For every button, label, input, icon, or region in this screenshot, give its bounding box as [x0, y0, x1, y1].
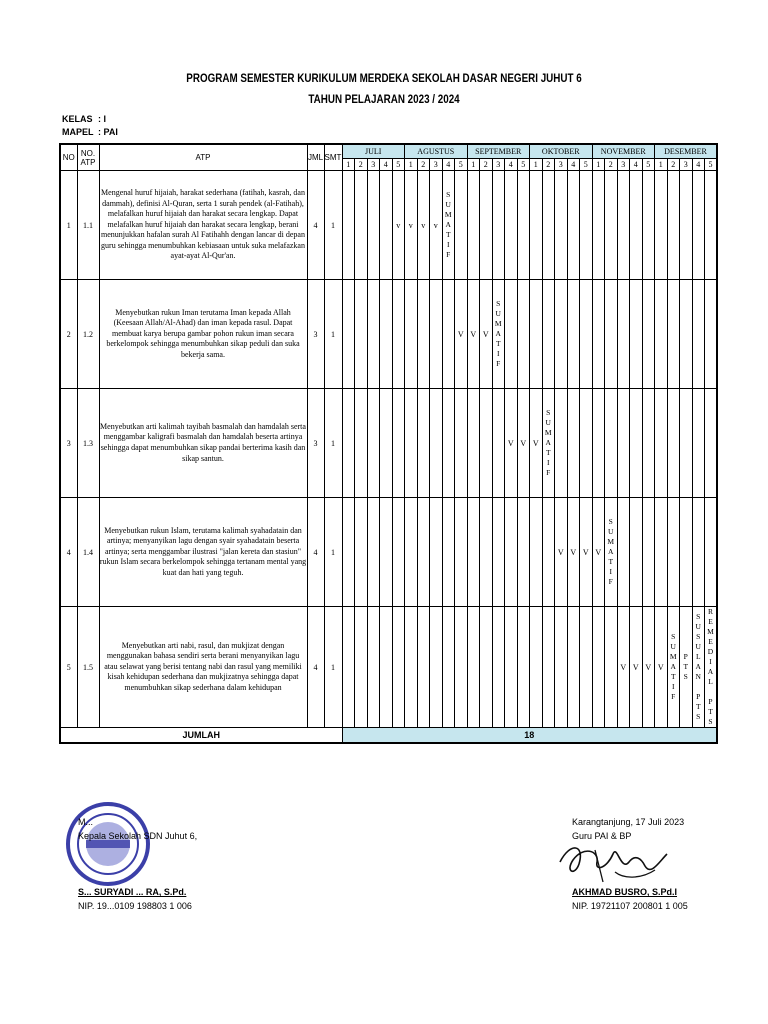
week-cell: [680, 280, 693, 389]
week-cell: [367, 607, 380, 728]
week-cell: [442, 607, 455, 728]
vertical-label-text: S U M A T I F: [444, 190, 452, 259]
month-header: JULI: [342, 144, 405, 159]
week-header: 2: [417, 159, 430, 171]
week-cell: [430, 498, 443, 607]
mapel-label: MAPEL: [62, 127, 94, 137]
week-cell: [617, 498, 630, 607]
row-no: 3: [60, 389, 77, 498]
week-cell: [655, 280, 668, 389]
week-mark: V: [517, 389, 530, 498]
week-cell: [455, 607, 468, 728]
week-cell: [605, 171, 618, 280]
week-cell: [630, 498, 643, 607]
week-cell: [442, 389, 455, 498]
week-mark: V: [617, 607, 630, 728]
week-cell: [342, 389, 355, 498]
week-header: 4: [692, 159, 705, 171]
week-cell: [355, 171, 368, 280]
week-mark: V: [467, 280, 480, 389]
week-header: 1: [592, 159, 605, 171]
week-cell: [692, 389, 705, 498]
week-cell: [380, 389, 393, 498]
week-mark: v: [405, 171, 418, 280]
table-row: [60, 280, 717, 389]
row-no-atp: 1.5: [77, 607, 99, 728]
week-cell: [680, 389, 693, 498]
week-header: 3: [680, 159, 693, 171]
week-cell: [355, 389, 368, 498]
week-cell: [617, 280, 630, 389]
week-cell: [505, 280, 518, 389]
week-cell: [542, 280, 555, 389]
week-vertical-label: [705, 607, 718, 728]
left-signature-role: Kepala Sekolah SDN Juhut 6,: [78, 831, 198, 841]
kelas-value: : I: [98, 114, 106, 124]
total-label: JUMLAH: [60, 728, 342, 744]
week-cell: [567, 280, 580, 389]
left-signature-line1: M...: [78, 817, 93, 827]
week-cell: [680, 498, 693, 607]
week-header: 4: [567, 159, 580, 171]
month-header: NOVEMBER: [592, 144, 655, 159]
week-cell: [592, 389, 605, 498]
week-header: 4: [505, 159, 518, 171]
row-no-atp: 1.3: [77, 389, 99, 498]
week-mark: v: [417, 171, 430, 280]
week-cell: [480, 171, 493, 280]
week-cell: [592, 171, 605, 280]
week-cell: [642, 389, 655, 498]
row-atp-text: Menyebutkan arti kalimah tayibah basmalah dan hamdalah serta menggambar kaligrafi basmalah dan hamdalah beserta artinya sehingga dapat menumbuhkan sikap pandai berterima kasih dan sikap santun.: [99, 389, 307, 498]
left-signature-nip: NIP. 19...0109 198803 1 006: [78, 901, 192, 911]
week-header: 1: [467, 159, 480, 171]
week-cell: [392, 607, 405, 728]
right-signature-name: AKHMAD BUSRO, S.Pd.I: [572, 887, 678, 897]
row-no-atp: 1.2: [77, 280, 99, 389]
week-mark: v: [430, 171, 443, 280]
week-cell: [455, 498, 468, 607]
week-cell: [342, 171, 355, 280]
week-vertical-label: [442, 171, 455, 280]
week-cell: [467, 498, 480, 607]
week-header: 2: [605, 159, 618, 171]
row-smt: 1: [324, 389, 342, 498]
kelas-label: KELAS: [62, 114, 93, 124]
week-cell: [655, 389, 668, 498]
week-header: 5: [517, 159, 530, 171]
week-cell: [555, 171, 568, 280]
week-cell: [392, 389, 405, 498]
week-header: 2: [355, 159, 368, 171]
week-header: 1: [342, 159, 355, 171]
week-cell: [480, 498, 493, 607]
week-cell: [467, 607, 480, 728]
week-header: 3: [430, 159, 443, 171]
week-mark: V: [630, 607, 643, 728]
row-jml: 4: [307, 607, 324, 728]
row-smt: 1: [324, 498, 342, 607]
week-cell: [580, 171, 593, 280]
row-atp-text: Menyebutkan rukun Islam, terutama kalimah syahadatain dan artinya; menyanyikan lagu dengan syair syahadatain beserta artinya; serta menggambar ilustrasi "jalan kereta dan stasiun" rukun Islam secara berkelompok sehingga tertanam mental yang kuat dan hati yang teguh.: [99, 498, 307, 607]
week-header: 3: [617, 159, 630, 171]
week-header: 3: [492, 159, 505, 171]
week-cell: [405, 498, 418, 607]
week-cell: [417, 607, 430, 728]
week-cell: [592, 607, 605, 728]
week-cell: [442, 498, 455, 607]
week-header: 5: [455, 159, 468, 171]
week-mark: V: [580, 498, 593, 607]
page-title: PROGRAM SEMESTER KURIKULUM MERDEKA SEKOLAH DASAR NEGERI JUHUT 6: [186, 71, 582, 85]
week-mark: V: [505, 389, 518, 498]
week-cell: [505, 498, 518, 607]
program-semester-table: [59, 143, 718, 744]
week-cell: [542, 498, 555, 607]
week-cell: [667, 171, 680, 280]
table-row: [60, 171, 717, 280]
week-cell: [430, 607, 443, 728]
week-header: 3: [367, 159, 380, 171]
week-cell: [530, 607, 543, 728]
week-cell: [492, 171, 505, 280]
week-cell: [417, 280, 430, 389]
week-cell: [630, 280, 643, 389]
week-vertical-label: [542, 389, 555, 498]
week-cell: [355, 498, 368, 607]
month-header: AGUSTUS: [405, 144, 468, 159]
header-no: NO: [60, 144, 77, 171]
week-vertical-label: [492, 280, 505, 389]
week-header: 5: [392, 159, 405, 171]
week-cell: [505, 171, 518, 280]
week-cell: [580, 280, 593, 389]
week-header: 2: [480, 159, 493, 171]
mapel-line: [62, 127, 118, 137]
week-header: 5: [642, 159, 655, 171]
week-mark: V: [642, 607, 655, 728]
week-cell: [417, 389, 430, 498]
week-cell: [442, 280, 455, 389]
week-header: 5: [580, 159, 593, 171]
week-cell: [655, 171, 668, 280]
week-cell: [605, 389, 618, 498]
handwritten-signature-icon: [555, 832, 675, 892]
row-no: 5: [60, 607, 77, 728]
week-cell: [530, 280, 543, 389]
week-cell: [567, 607, 580, 728]
week-mark: V: [480, 280, 493, 389]
week-mark: V: [592, 498, 605, 607]
total-row: [60, 728, 717, 744]
left-signature-name: S... SURYADI ... RA, S.Pd.: [78, 887, 187, 897]
week-cell: [430, 389, 443, 498]
week-header: 4: [442, 159, 455, 171]
week-vertical-label: [692, 607, 705, 728]
week-cell: [517, 171, 530, 280]
week-cell: [705, 498, 718, 607]
week-cell: [355, 280, 368, 389]
week-cell: [617, 171, 630, 280]
week-header: 2: [667, 159, 680, 171]
week-cell: [367, 171, 380, 280]
week-cell: [367, 389, 380, 498]
week-mark: V: [530, 389, 543, 498]
right-signature-place-date: Karangtanjung, 17 Juli 2023: [572, 817, 685, 827]
header-smt: SMT: [324, 144, 342, 171]
week-header: 1: [655, 159, 668, 171]
vertical-label-text: S U M A T I F: [494, 299, 502, 368]
week-cell: [667, 280, 680, 389]
week-cell: [555, 389, 568, 498]
week-cell: [380, 498, 393, 607]
week-cell: [630, 389, 643, 498]
week-cell: [380, 280, 393, 389]
vertical-label-text: R E M E D I A L P T S: [707, 607, 714, 726]
page-subtitle: TAHUN PELAJARAN 2023 / 2024: [308, 92, 460, 106]
week-cell: [617, 389, 630, 498]
kelas-line: [62, 114, 106, 124]
month-header: DESEMBER: [655, 144, 718, 159]
week-mark: V: [567, 498, 580, 607]
week-cell: [667, 498, 680, 607]
row-jml: 3: [307, 389, 324, 498]
week-vertical-label: [667, 607, 680, 728]
week-header: 2: [542, 159, 555, 171]
week-vertical-label: [605, 498, 618, 607]
week-cell: [417, 498, 430, 607]
right-signature-nip: NIP. 19721107 200801 1 005: [572, 901, 688, 911]
week-header: 1: [530, 159, 543, 171]
week-header: 1: [405, 159, 418, 171]
week-cell: [705, 280, 718, 389]
week-cell: [355, 607, 368, 728]
week-cell: [642, 171, 655, 280]
week-cell: [342, 607, 355, 728]
row-jml: 3: [307, 280, 324, 389]
table-row: [60, 389, 717, 498]
week-header: 4: [630, 159, 643, 171]
week-cell: [630, 171, 643, 280]
week-mark: V: [655, 607, 668, 728]
vertical-label-text: P T S: [683, 652, 689, 681]
week-cell: [567, 389, 580, 498]
week-cell: [367, 498, 380, 607]
week-cell: [667, 389, 680, 498]
row-smt: 1: [324, 280, 342, 389]
week-cell: [430, 280, 443, 389]
row-no-atp: 1.1: [77, 171, 99, 280]
week-cell: [380, 171, 393, 280]
week-cell: [605, 280, 618, 389]
week-mark: V: [555, 498, 568, 607]
row-jml: 4: [307, 171, 324, 280]
week-cell: [405, 607, 418, 728]
week-cell: [555, 607, 568, 728]
week-cell: [642, 498, 655, 607]
left-signature-block: [78, 815, 197, 913]
week-header: 3: [555, 159, 568, 171]
week-cell: [380, 607, 393, 728]
week-cell: [480, 607, 493, 728]
row-no: 4: [60, 498, 77, 607]
table-row: [60, 607, 717, 728]
total-value: 18: [342, 728, 717, 744]
week-cell: [517, 280, 530, 389]
row-jml: 4: [307, 498, 324, 607]
vertical-label-text: S U M A T I F: [607, 517, 615, 586]
row-atp-text: Mengenal huruf hijaiah, harakat sederhana (fatihah, kasrah, dan dammah), definisi Al-Quran, serta 1 surah pendek (al-Fatihah), melafalkan huruf hijaiah dan harakat secara lengkap. Dapat melafalkan huruf hijaiah dan harakat secara lengkap, berani menunjukkan hafalan surah Al Fatihahh dengan lancar di depan guru sehingga menumbuhkan kebiasaan untuk suka melafazkan ayat-ayat Al-Qur'an.: [99, 171, 307, 280]
header-jml: JML: [307, 144, 324, 171]
week-cell: [392, 280, 405, 389]
header-atp: ATP: [99, 144, 307, 171]
week-cell: [580, 389, 593, 498]
week-header: 5: [705, 159, 718, 171]
week-cell: [405, 280, 418, 389]
week-cell: [455, 171, 468, 280]
week-cell: [405, 389, 418, 498]
vertical-label-text: S U M A T I F: [544, 408, 552, 477]
week-mark: V: [455, 280, 468, 389]
week-cell: [367, 280, 380, 389]
week-cell: [492, 607, 505, 728]
week-cell: [342, 498, 355, 607]
week-cell: [517, 498, 530, 607]
week-cell: [492, 389, 505, 498]
week-cell: [542, 171, 555, 280]
week-cell: [642, 280, 655, 389]
week-cell: [342, 280, 355, 389]
week-cell: [567, 171, 580, 280]
week-cell: [505, 607, 518, 728]
week-cell: [655, 498, 668, 607]
week-cell: [705, 171, 718, 280]
month-header: OKTOBER: [530, 144, 593, 159]
week-cell: [467, 389, 480, 498]
week-cell: [517, 607, 530, 728]
week-cell: [705, 389, 718, 498]
week-cell: [467, 171, 480, 280]
row-no: 2: [60, 280, 77, 389]
month-header: SEPTEMBER: [467, 144, 530, 159]
row-atp-text: Menyebutkan arti nabi, rasul, dan mukjizat dengan menggunakan bahasa sendiri serta berani menyanyikan lagu atau selawat yang berisi tentang nabi dan rasul yang memiliki kisah kehidupan sederhana dan mukjizatnya sehingga dapat menumbuhkan sikap sederhana dalam kehidupan: [99, 607, 307, 728]
week-cell: [555, 280, 568, 389]
table-row: [60, 498, 717, 607]
vertical-label-text: S U S U L A N P T S: [695, 612, 701, 721]
vertical-label-text: S U M A T I F: [669, 632, 677, 701]
right-signature-role: Guru PAI & BP: [572, 831, 632, 841]
row-atp-text: Menyebutkan rukun Iman terutama Iman kepada Allah (Keesaan Allah/Al-Ahad) dan iman kepada rasul. Dapat membuat karya berupa gambar pohon rukun iman secara berkelompok sehingga menumbuhkan sikap peduli dan suka bekerja sama.: [99, 280, 307, 389]
row-smt: 1: [324, 607, 342, 728]
week-header: 4: [380, 159, 393, 171]
week-cell: [605, 607, 618, 728]
week-mark: v: [392, 171, 405, 280]
week-cell: [692, 498, 705, 607]
week-cell: [480, 389, 493, 498]
row-no: 1: [60, 171, 77, 280]
row-smt: 1: [324, 171, 342, 280]
week-cell: [692, 171, 705, 280]
week-cell: [530, 171, 543, 280]
header-no-atp: NO. ATP: [77, 144, 99, 171]
week-cell: [592, 280, 605, 389]
week-cell: [680, 171, 693, 280]
week-cell: [492, 498, 505, 607]
week-cell: [455, 389, 468, 498]
mapel-value: : PAI: [98, 127, 118, 137]
week-cell: [392, 498, 405, 607]
week-cell: [580, 607, 593, 728]
week-cell: [542, 607, 555, 728]
week-vertical-label: [680, 607, 693, 728]
week-cell: [530, 498, 543, 607]
week-cell: [692, 280, 705, 389]
row-no-atp: 1.4: [77, 498, 99, 607]
